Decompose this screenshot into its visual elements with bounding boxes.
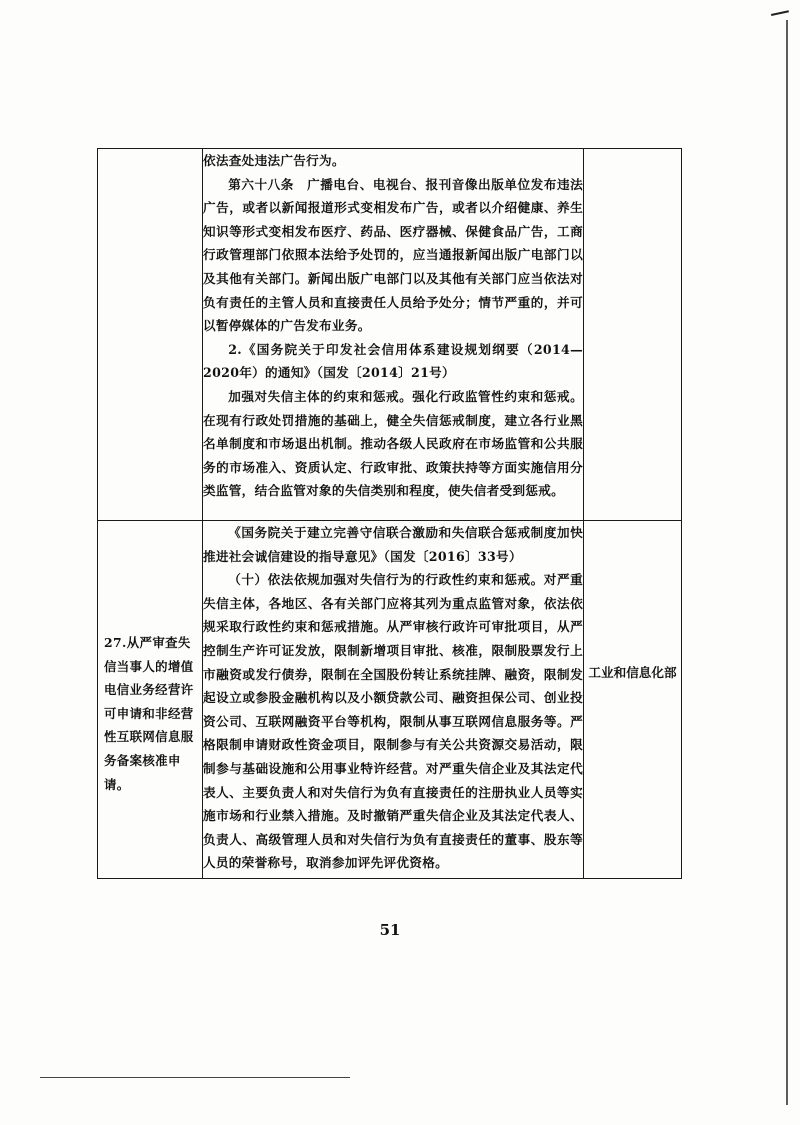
table-row bbox=[98, 521, 682, 879]
paragraph: （十）依法依规加强对失信行为的行政性约束和惩戒。对严重失信主体，各地区、各有关部门应将其列为重点监管对象，依法依规采取行政性约束和惩戒措施。从严审核行政许可审批项目，从严控制生产许可证发放，限制新增项目审批、核准，限制股票发行上市融资或发行债券，限制在全国股份转让系统挂牌、融资，限制发起设立或参股金融机构以及小额贷款公司、融资担保公司、创业投资公司、互联网融资平台等机构，限制从事互联网信息服务等。严格限制申请财政性资金项目，限制参与有关公共资源交易活动，限制参与基础设施和公用事业特许经营。对严重失信企业及其法定代表人、主要负责人和对失信行为负有直接责任的注册执业人员等实施市场和行业禁入措施。及时撤销严重失信企业及其法定代表人、负责人、高级管理人员和对失信行为负有直接责任的董事、股东等人员的荣誉称号，取消参加评先评优资格。 bbox=[203, 572, 583, 871]
page-number: 51 bbox=[379, 921, 401, 939]
basis-cell bbox=[203, 521, 584, 879]
department-cell-empty bbox=[584, 149, 682, 521]
footer-rule bbox=[40, 1077, 350, 1078]
measure-cell-empty bbox=[98, 149, 203, 521]
measures-table bbox=[97, 148, 682, 879]
paragraph: 加强对失信主体的约束和惩戒。强化行政监管性约束和惩戒。在现有行政处罚措施的基础上，健全失信惩戒制度，建立各行业黑名单制度和市场退出机制。推动各级人民政府在市场监管和公共服务的市场准入、资质认定、行政审批、政策扶持等方面实施信用分类监管，结合监管对象的失信类别和程度，使失信者受到惩戒。 bbox=[203, 388, 583, 499]
table-row bbox=[98, 149, 682, 521]
scan-corner-mark bbox=[771, 10, 791, 25]
department-text: 工业和信息化部 bbox=[588, 665, 677, 680]
paragraph: 第六十八条 广播电台、电视台、报刊音像出版单位发布违法广告，或者以新闻报道形式变相发布广告，或者以介绍健康、养生知识等形式变相发布医疗、药品、医疗器械、保健食品广告，工商行政管理部门依照本法给予处罚的，应当通报新闻出版广电部门以及其他有关部门。新闻出版广电部门以及其他有关部门应当依法对负有责任的主管人员和直接责任人员给予处分；情节严重的，并可以暂停媒体的广告发布业务。 bbox=[203, 176, 583, 334]
measure-cell bbox=[98, 521, 203, 879]
document-citation: 2.《国务院关于印发社会信用体系建设规划纲要（2014—2020年）的通知》（国发〔2014〕21号） bbox=[203, 341, 583, 381]
document-citation: 《国务院关于建立完善守信联合激励和失信联合惩戒制度加快推进社会诚信建设的指导意见》（国发〔2016〕33号） bbox=[203, 525, 583, 564]
measure-text: 27.从严审查失信当事人的增值电信业务经营许可申请和非经营性互联网信息服务备案核准申请。 bbox=[104, 635, 194, 792]
basis-cell bbox=[203, 149, 584, 521]
scan-edge bbox=[786, 20, 788, 1105]
paragraph: 依法查处违法广告行为。 bbox=[203, 153, 345, 168]
department-cell bbox=[584, 521, 682, 879]
